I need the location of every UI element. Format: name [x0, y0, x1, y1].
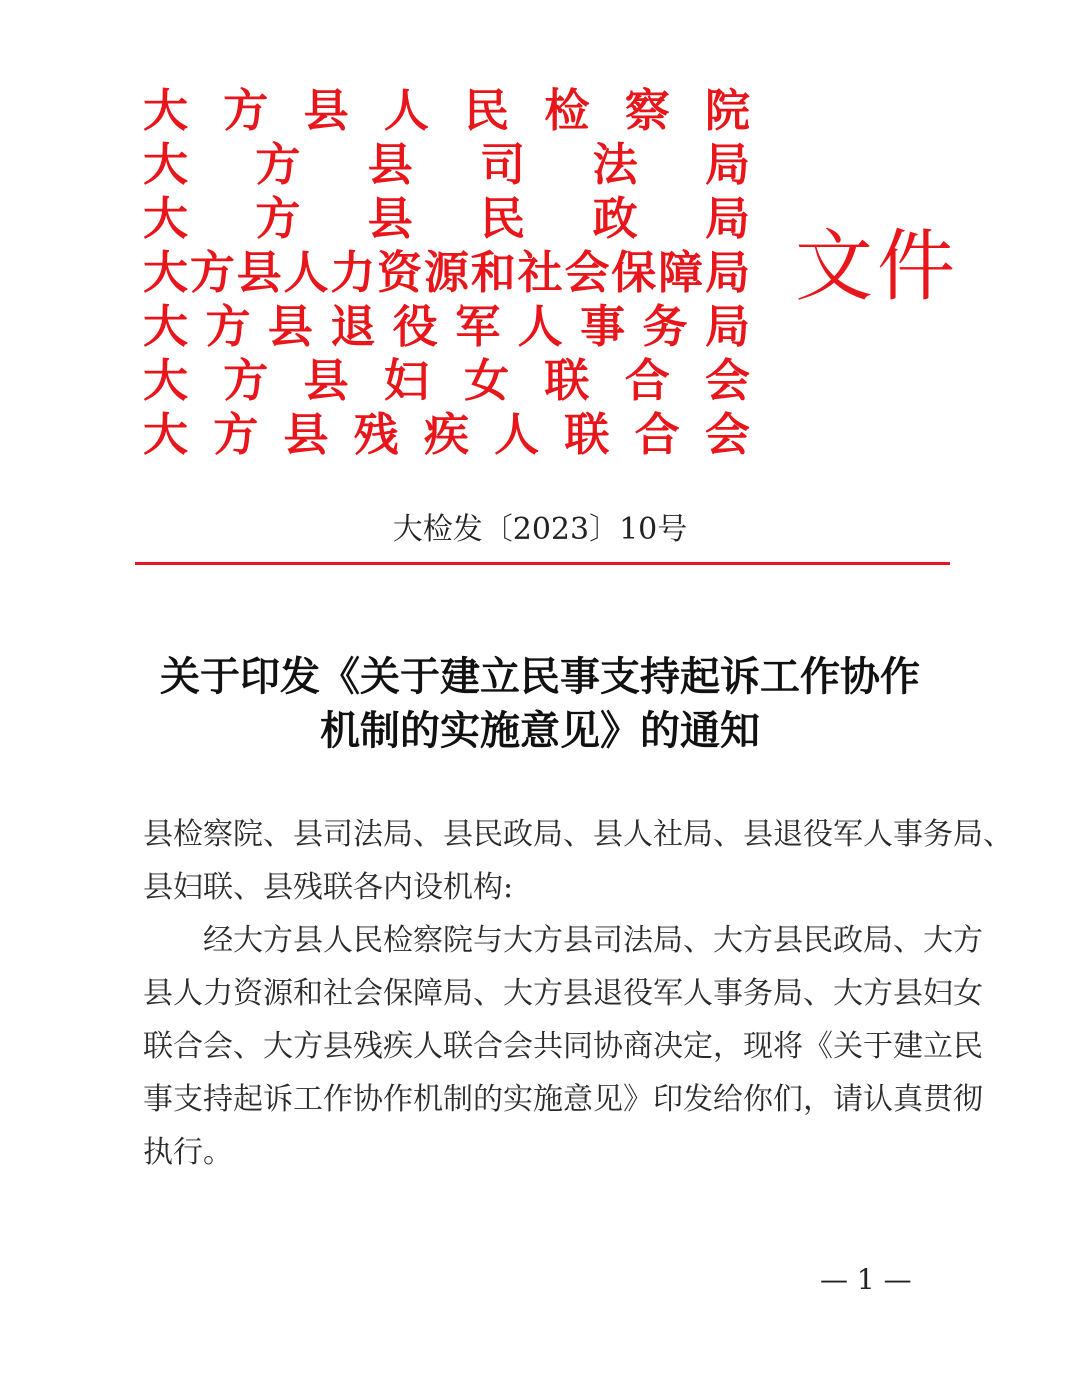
issuer-char: 方 — [223, 84, 269, 137]
issuer-char: 女 — [464, 354, 510, 407]
issuer-char: 法 — [592, 138, 638, 191]
issuer-line-5 — [143, 300, 750, 354]
body-line-7: 执行。 — [143, 1135, 233, 1170]
body-line-6: 事 支 持 起 诉 工 作 协 作 机 制 的 实 施 意 见 》 印 发 给 你 们 ， 请 认 真 贯 彻 — [143, 1082, 983, 1117]
issuer-char: 方 — [205, 300, 251, 353]
red-separator-line — [135, 562, 950, 565]
issuer-char: 方 — [255, 138, 301, 191]
issuer-char: 县 — [303, 84, 349, 137]
issuer-char: 方 — [189, 246, 235, 299]
issuer-char: 局 — [704, 300, 750, 353]
issuer-char: 会 — [704, 354, 750, 407]
document-body — [143, 808, 1013, 1179]
issuer-char: 联 — [564, 408, 610, 461]
issuer-char: 合 — [624, 354, 670, 407]
issuer-line-4 — [143, 246, 750, 300]
issuer-char: 大 — [143, 300, 189, 353]
issuer-char: 大 — [143, 192, 189, 245]
issuer-char: 联 — [544, 354, 590, 407]
issuer-char: 障 — [658, 246, 704, 299]
issuer-char: 妇 — [383, 354, 429, 407]
issuer-char: 人 — [494, 408, 540, 461]
title-line-1: 关于印发《关于建立民事支持起诉工作协作 — [160, 653, 920, 700]
issuer-char: 方 — [213, 408, 259, 461]
issuer-char: 会 — [704, 408, 750, 461]
issuer-char: 司 — [480, 138, 526, 191]
issuer-char: 人 — [283, 246, 329, 299]
document-title — [140, 650, 940, 758]
body-line-3: 经 大 方 县 人 民 检 察 院 与 大 方 县 司 法 局 、 大 方 县 民 政 局 、 大 方 — [203, 923, 983, 958]
issuer-line-6 — [143, 354, 750, 408]
issuer-char: 民 — [464, 84, 510, 137]
issuer-char: 源 — [423, 246, 469, 299]
issuer-char: 大 — [143, 354, 189, 407]
issuer-char: 人 — [517, 300, 563, 353]
issuer-char: 和 — [470, 246, 516, 299]
issuer-char: 大 — [143, 408, 189, 461]
issuer-line-3 — [143, 192, 750, 246]
issuer-char: 察 — [624, 84, 670, 137]
issuer-char: 方 — [223, 354, 269, 407]
page-number: — 1 — — [820, 1263, 912, 1296]
issuer-char: 县 — [367, 138, 413, 191]
issuer-char: 社 — [517, 246, 563, 299]
issuer-char: 方 — [255, 192, 301, 245]
issuer-char: 局 — [704, 138, 750, 191]
body-line-2: 县妇联、县残联各内设机构: — [143, 870, 514, 905]
issuer-char: 疾 — [423, 408, 469, 461]
issuer-char: 县 — [236, 246, 282, 299]
issuer-char: 大 — [143, 84, 189, 137]
body-line-5: 联 合 会 、 大 方 县 残 疾 人 联 合 会 共 同 协 商 决 定 ， 现 将 《 关 于 建 立 民 — [143, 1029, 983, 1064]
title-line-2: 机制的实施意见》的通知 — [320, 707, 760, 754]
issuer-char: 务 — [642, 300, 688, 353]
issuing-organizations — [143, 84, 750, 462]
issuer-char: 县 — [267, 300, 313, 353]
issuer-char: 残 — [353, 408, 399, 461]
body-line-4: 县 人 力 资 源 和 社 会 保 障 局 、 大 方 县 退 役 军 人 事 务 局 、 大 方 县 妇 女 — [143, 976, 983, 1011]
issuer-char: 大 — [143, 138, 189, 191]
issuer-char: 局 — [704, 192, 750, 245]
issuer-char: 退 — [330, 300, 376, 353]
issuer-line-7 — [143, 408, 750, 462]
issuer-char: 县 — [283, 408, 329, 461]
issuer-line-2 — [143, 138, 750, 192]
issuer-char: 大 — [143, 246, 189, 299]
issuer-char: 院 — [704, 84, 750, 137]
issuer-char: 政 — [592, 192, 638, 245]
issuer-char: 局 — [704, 246, 750, 299]
issuer-char: 县 — [367, 192, 413, 245]
issuer-char: 县 — [303, 354, 349, 407]
issuer-char: 役 — [392, 300, 438, 353]
document-type-label: 文件 — [795, 222, 960, 312]
issuer-char: 合 — [634, 408, 680, 461]
body-line-1: 县 检 察 院 、 县 司 法 局 、 县 民 政 局 、 县 人 社 局 、 县 退 役 军 人 事 务 局 、 — [143, 817, 1013, 852]
issuer-char: 资 — [377, 246, 423, 299]
issuer-char: 保 — [611, 246, 657, 299]
issuer-char: 事 — [580, 300, 626, 353]
issuer-char: 力 — [330, 246, 376, 299]
issuer-char: 军 — [455, 300, 501, 353]
issuer-char: 民 — [480, 192, 526, 245]
issuer-char: 会 — [564, 246, 610, 299]
issuer-line-1 — [143, 84, 750, 138]
document-number: 大检发〔2023〕10号 — [392, 512, 688, 547]
issuer-char: 检 — [544, 84, 590, 137]
issuer-char: 人 — [383, 84, 429, 137]
